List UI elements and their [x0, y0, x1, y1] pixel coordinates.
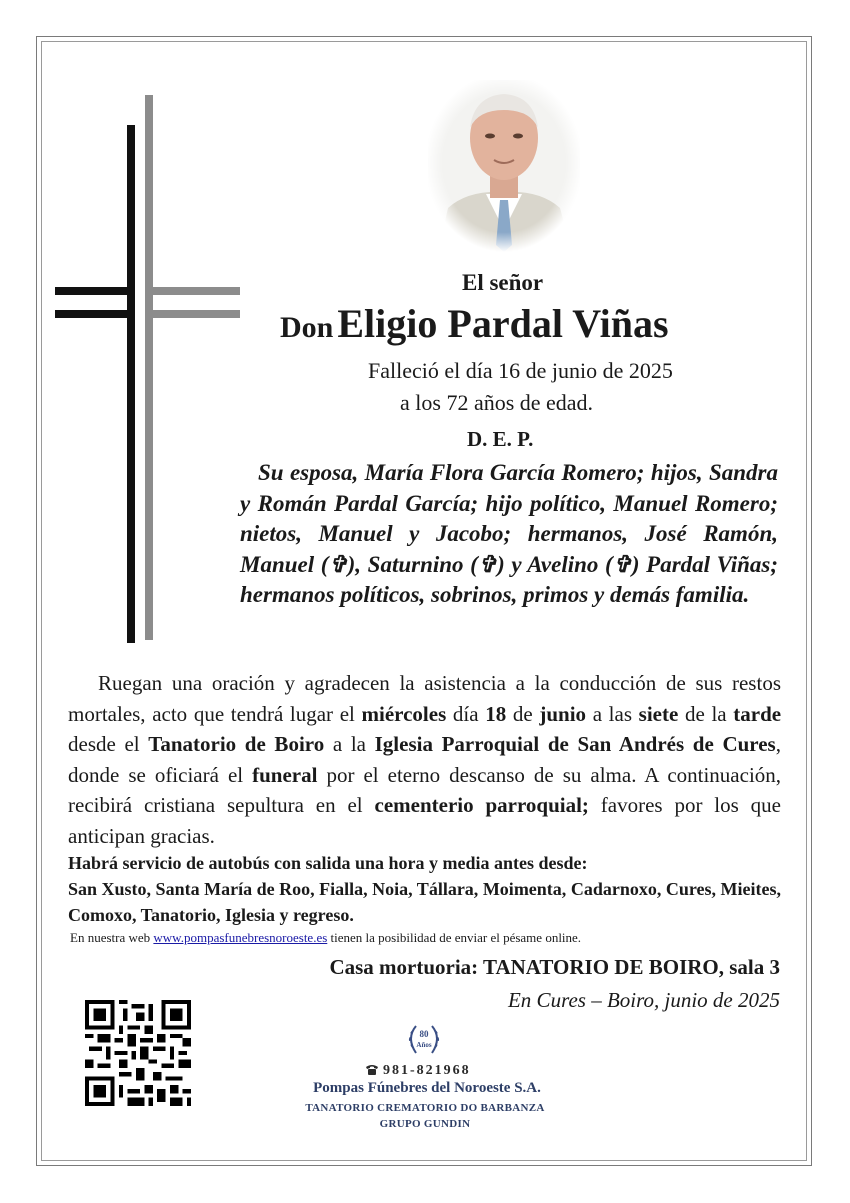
badge-word: Años — [416, 1041, 432, 1049]
badge-number: 80 — [419, 1029, 429, 1039]
deceased-portrait — [428, 80, 580, 252]
anniversary-badge-icon — [404, 1020, 444, 1058]
company-line-2: TANATORIO CREMATORIO DO BARBANZA — [305, 1102, 545, 1114]
telephone-icon — [365, 1062, 379, 1076]
web-note: En nuestra web www.pompasfunebresnoroeste.es tienen la posibilidad de enviar el pésame online. — [70, 930, 582, 945]
age-at-death: a los 72 años de edad. — [400, 390, 594, 415]
phone-number[interactable]: 981-821968 — [365, 1062, 471, 1079]
cross-icon — [55, 95, 245, 655]
title-prefix: El señor — [462, 270, 544, 295]
death-date: Falleció el día 16 de junio de 2025 — [368, 358, 673, 383]
bus-title: Habrá servicio de autobús con salida una hora y media antes desde: — [68, 853, 588, 873]
bus-service — [68, 850, 781, 928]
ceremony-paragraph: Ruegan una oración y agradecen la asistencia a la conducción de sus restos mortales, acto que tendrá lugar el miércoles día 18 de junio a las siete de la tarde desde el Tanatorio de Boiro a la Iglesia Parroquial de San Andrés de Cures, donde se oficiará el funeral por el eterno descanso de su alma. A continuación, recibirá cristiana sepultura en el cementerio parroquial; favores por los que anticipan gracias. — [68, 671, 782, 848]
company-line-3: GRUPO GUNDIN — [379, 1118, 471, 1130]
full-name: Eligio Pardal Viñas — [337, 301, 669, 346]
deceased-name — [280, 300, 669, 347]
company-name: Pompas Fúnebres del Noroeste S.A. — [313, 1080, 541, 1096]
family-paragraph: Su esposa, María Flora García Romero; hijos, Sandra y Román Pardal García; hijo político, Manuel Romero; nietos, Manuel y Jacobo; hermanos, José Ramón, Manuel (✞), Saturnino (✞) y Avelino (✞) Pardal Viñas; hermanos políticos, sobrinos, primos y demás familia. — [240, 460, 778, 608]
place-date: En Cures – Boiro, junio de 2025 — [507, 988, 780, 1012]
bus-stops: San Xusto, Santa María de Roo, Fialla, Noia, Tállara, Moimenta, Cadarnoxo, Cures, Mieites, Comoxo, Tanatorio, Iglesia y regreso. — [68, 879, 781, 925]
website-link[interactable]: www.pompasfunebresnoroeste.es — [153, 930, 328, 945]
rip-text: D. E. P. — [467, 427, 534, 451]
casa-mortuoria: Casa mortuoria: TANATORIO DE BOIRO, sala 3 — [329, 955, 780, 979]
honorific: Don — [280, 311, 334, 344]
